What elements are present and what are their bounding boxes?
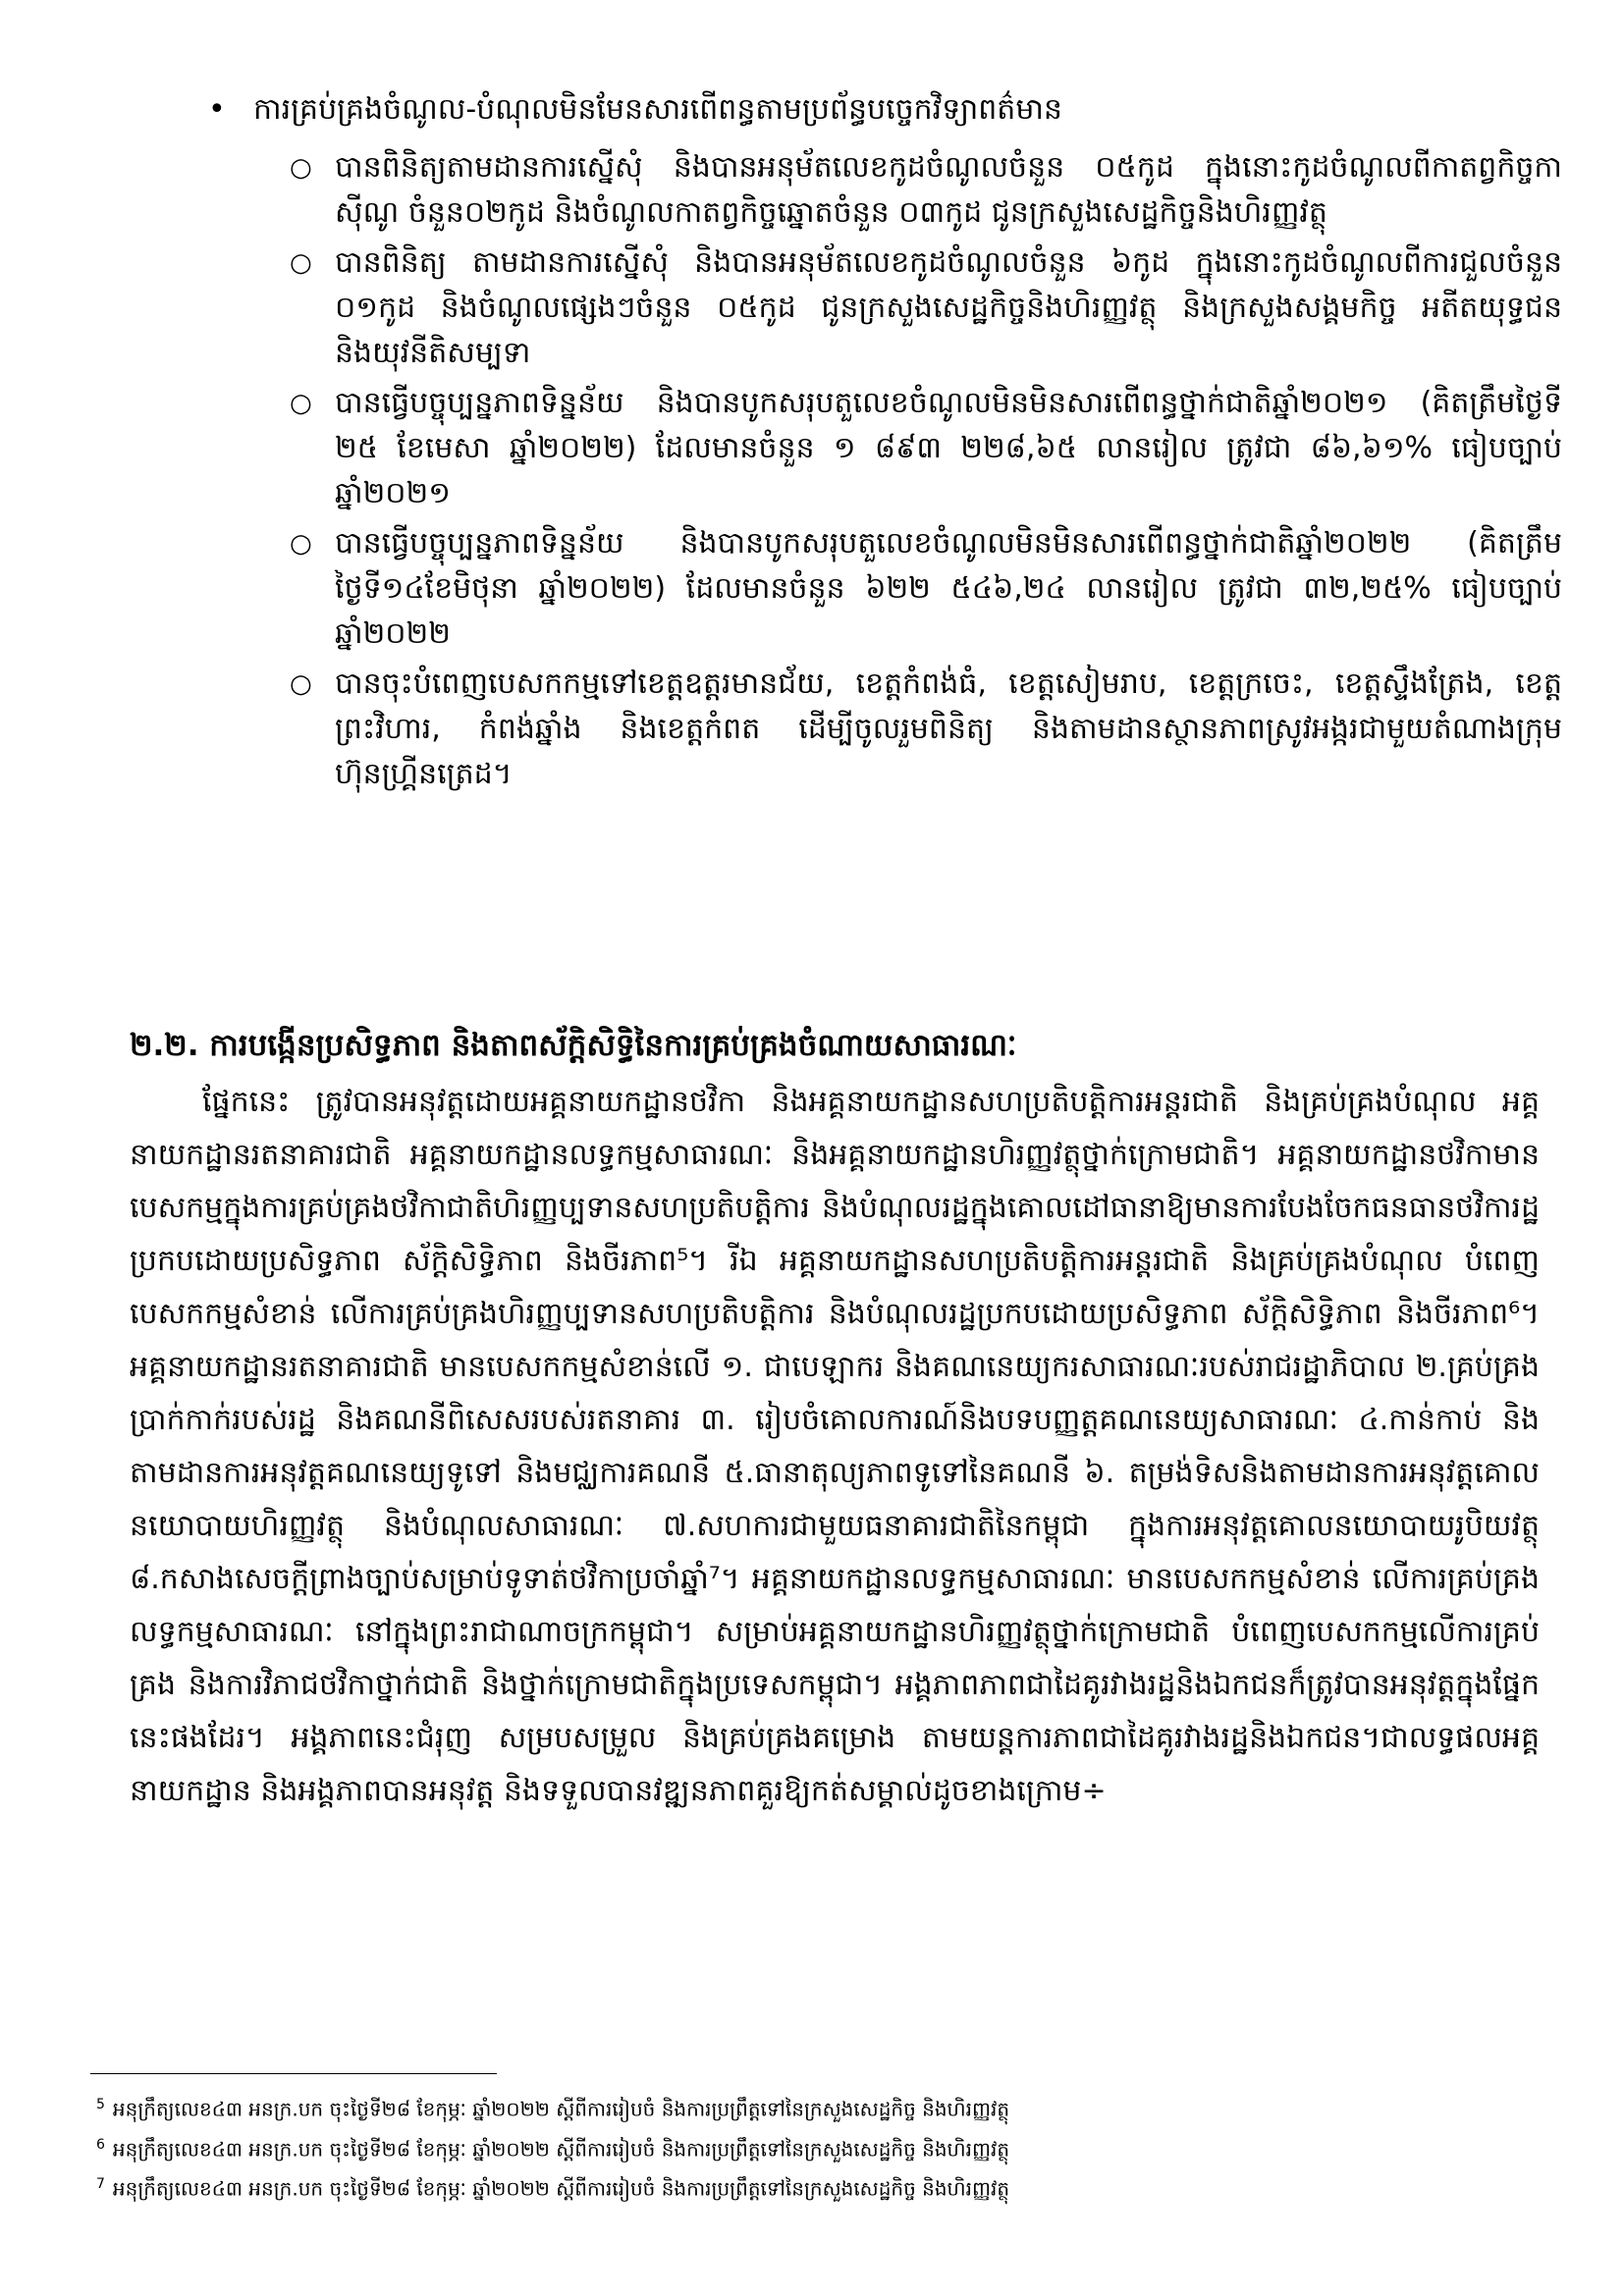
sub-list-item-text: បានពិនិត្យ តាមដានការស្នើសុំ និងបានអនុម័តលេខកូដចំណូលចំនួន ៦កូដ ក្នុងនោះកូដចំណូលពីការជួលចំនួន ០១កូដ និងចំណូលផ្សេងៗចំនួន ០៥កូដ ជូនក្រសួងសេដ្ឋកិច្ចនិងហិរញ្ញវត្ថុ និងក្រសួងសង្គមកិច្ច អតីតយុទ្ធជន និងយុវនីតិសម្បទា — [335, 245, 1562, 370]
sub-list-item-text: បានពិនិត្យតាមដានការស្នើសុំ និងបានអនុម័តលេខកូដចំណូលចំនួន ០៥កូដ ក្នុងនោះកូដចំណូលពីកាតព្វកិច្ចកាស៊ីណូ ចំនួន០២កូដ និងចំណូលកាតព្វកិច្ចឆ្នោតចំនួន ០៣កូដ ជូនក្រសួងសេដ្ឋកិច្ចនិងហិរញ្ញវត្ថុ — [335, 150, 1562, 230]
footnote-number: 6 — [96, 2136, 105, 2153]
footnote-number: 5 — [96, 2097, 105, 2112]
sub-list-item-text: បានធ្វើបច្ចុប្បន្នភាពទិន្នន័យ និងបានបូកសរុបតួលេខចំណូលមិនមិនសារពើពន្ធថ្នាក់ជាតិឆ្នាំ២០២១ (គិតត្រឹមថ្ងៃទី ២៥ ខែមេសា ឆ្នាំ២០២២) ដែលមានចំនួន ១ ៨៩៣ ២២៨,៦៥ លានរៀល ត្រូវជា ៨៦,៦១% ធៀបច្បាប់ឆ្នាំ២០២១ — [335, 386, 1562, 510]
footnote — [96, 2166, 1530, 2207]
footnotes — [96, 2087, 1530, 2207]
sub-list-item — [290, 145, 1566, 236]
body-paragraph: ផ្នែកនេះ ត្រូវបានអនុវត្តដោយអគ្គនាយកដ្ឋានថវិកា និងអគ្គនាយកដ្ឋានសហប្រតិបត្តិការអន្តរជាតិ និងគ្រប់គ្រងបំណុល អគ្គនាយកដ្ឋានរតនាគារជាតិ អគ្គនាយកដ្ឋានលទ្ធកម្មសាធារណៈ និងអគ្គនាយកដ្ឋានហិរញ្ញវត្ថុថ្នាក់ក្រោមជាតិ។ អគ្គនាយកដ្ឋានថវិកាមានបេសកម្មក្នុងការគ្រប់គ្រងថវិកាជាតិហិរញ្ញប្បទានសហប្រតិបត្តិការ និងបំណុលរដ្ឋក្នុងគោលដៅធានាឱ្យមានការបែងចែកធនធានថវិការដ្ឋប្រកបដោយប្រសិទ្ធភាព ស័ក្តិសិទ្ធិភាព និងចីរភាព⁵។ រីឯ អគ្គនាយកដ្ឋានសហប្រតិបត្តិការអន្តរជាតិ និងគ្រប់គ្រងបំណុល បំពេញបេសកកម្មសំខាន់ លើការគ្រប់គ្រងហិរញ្ញប្បទានសហប្រតិបត្តិការ និងបំណុលរដ្ឋប្រកបដោយប្រសិទ្ធភាព ស័ក្តិសិទ្ធិភាព និងចីរភាព⁶។ អគ្គនាយកដ្ឋានរតនាគារជាតិ មានបេសកកម្មសំខាន់លើ ១. ជាបេឡាករ និងគណនេយ្យករសាធារណៈរបស់រាជរដ្ឋាភិបាល ២.គ្រប់គ្រងប្រាក់កាក់របស់រដ្ឋ និងគណនីពិសេសរបស់រតនាគារ ៣. រៀបចំគោលការណ៍និងបទបញ្ញត្តគណនេយ្យសាធារណៈ ៤.កាន់កាប់ និងតាមដានការអនុវត្តគណនេយ្យទូទៅ និងមជ្ឈការគណនី ៥.ធានាតុល្យភាពទូទៅនៃគណនី ៦. តម្រង់ទិសនិងតាមដានការអនុវត្តគោលនយោបាយហិរញ្ញវត្ថុ និងបំណុលសាធារណៈ ៧.សហការជាមួយធនាគារជាតិនៃកម្ពុជា ក្នុងការអនុវត្តគោលនយោបាយរូបិយវត្ថុ ៨.កសាងសេចក្តីព្រាងច្បាប់សម្រាប់ទូទាត់ថវិកាប្រចាំឆ្នាំ⁷។ អគ្គនាយកដ្ឋានលទ្ធកម្មសាធារណៈ មានបេសកកម្មសំខាន់ លើការគ្រប់គ្រងលទ្ធកម្មសាធារណៈ នៅក្នុងព្រះរាជាណាចក្រកម្ពុជា។ សម្រាប់អគ្គនាយកដ្ឋានហិរញ្ញវត្ថុថ្នាក់ក្រោមជាតិ បំពេញបេសកកម្មលើការគ្រប់គ្រង និងការវិភាជថវិកាថ្នាក់ជាតិ និងថ្នាក់ក្រោមជាតិក្នុងប្រទេសកម្ពុជា។ អង្គភាពភាពជាដៃគូរវាងរដ្ឋនិងឯកជនក៏ត្រូវបានអនុវត្តក្នុងផ្នែកនេះផងដែរ។ អង្គភាពនេះជំរុញ សម្របសម្រួល និងគ្រប់គ្រងគម្រោង តាមយន្តការភាពជាដៃគូរវាងរដ្ឋនិងឯកជន។ជាលទ្ធផលអគ្គនាយកដ្ឋាន និងអង្គភាពបានអនុវត្ត និងទទួលបានវឌ្ឍនភាពគួរឱ្យកត់សម្គាល់ដូចខាងក្រោម÷ — [130, 1085, 1540, 1808]
footnote-text: អនុក្រឹត្យលេខ៤៣ អនក្រ.បក ចុះថ្ងៃទី២៨ ខែកុម្ភៈ ឆ្នាំ២០២២ ស្តីពីការរៀបចំ និងការប្រព្រឹត្តទៅនៃក្រសួងសេដ្ឋកិច្ច និងហិរញ្ញវត្ថុ — [112, 2176, 1010, 2201]
sub-list-item-text: បានចុះបំពេញបេសកកម្មទៅខេត្តឧត្តរមានជ័យ, ខេត្តកំពង់ធំ, ខេត្តសៀមរាប, ខេត្តក្រចេះ, ខេត្តស្ទឹងត្រែង, ខេត្តព្រះវិហារ, កំពង់ឆ្នាំង និងខេត្តកំពត ដើម្បីចូលរួមពិនិត្យ និងតាមដានស្ថានភាពស្រូវអង្ករជាមួយតំណាងក្រុមហ៊ុនហ្គ្រីនត្រេដ។ — [335, 667, 1562, 791]
circle-bullet-icon: ○ — [290, 153, 312, 183]
footnote-separator — [90, 2073, 497, 2074]
sub-list-item — [290, 240, 1566, 376]
footnote — [96, 2087, 1530, 2127]
sub-list-item — [290, 662, 1566, 797]
footnote-text: អនុក្រឹត្យលេខ៤៣ អនក្រ.បក ចុះថ្ងៃទី២៨ ខែកុម្ភៈ ឆ្នាំ២០២២ ស្តីពីការរៀបចំ និងការប្រព្រឹត្តទៅនៃក្រសួងសេដ្ឋកិច្ច និងហិរញ្ញវត្ថុ — [112, 2097, 1010, 2121]
sub-list-item — [290, 521, 1566, 657]
section-heading: ២.២. ការបង្កើនប្រសិទ្ធភាព និងតាពស័ក្តិសិទ្ធិនៃការគ្រប់គ្រងចំណាយសាធារណៈ — [130, 1028, 1017, 1063]
sub-list-item-text: បានធ្វើបច្ចុប្បន្នភាពទិន្នន័យ និងបានបូកសរុបតួលេខចំណូលមិនមិនសារពើពន្ធថ្នាក់ជាតិឆ្នាំ២០២២ (គិតត្រឹមថ្ងៃទី១៤ខែមិថុនា ឆ្នាំ២០២២) ដែលមានចំនួន ៦២២ ៥៤៦,២៤ លានរៀល ត្រូវជា ៣២,២៥% ធៀបច្បាប់ឆ្នាំ២០២២ — [335, 526, 1562, 651]
circle-bullet-icon: ○ — [290, 389, 312, 418]
bullet-text: ការគ្រប់គ្រងចំណូល-បំណុលមិនមែនសារពើពន្ធតាមប្រព័ន្ធបច្ចេកវិទ្យាពត៌មាន — [253, 92, 1062, 127]
circle-bullet-icon: ○ — [290, 529, 312, 559]
footnote-text: អនុក្រឹត្យលេខ៤៣ អនក្រ.បក ចុះថ្ងៃទី២៨ ខែកុម្ភៈ ឆ្នាំ២០២២ ស្តីពីការរៀបចំ និងការប្រព្រឹត្តទៅនៃក្រសួងសេដ្ឋកិច្ច និងហិរញ្ញវត្ថុ — [112, 2137, 1010, 2162]
sub-list-item — [290, 381, 1566, 516]
footnote — [96, 2127, 1530, 2167]
bullet-dot-icon: • — [208, 92, 226, 127]
footnote-number: 7 — [96, 2176, 105, 2193]
circle-bullet-icon: ○ — [290, 248, 312, 278]
circle-bullet-icon: ○ — [290, 669, 312, 699]
sub-list — [290, 145, 1566, 802]
